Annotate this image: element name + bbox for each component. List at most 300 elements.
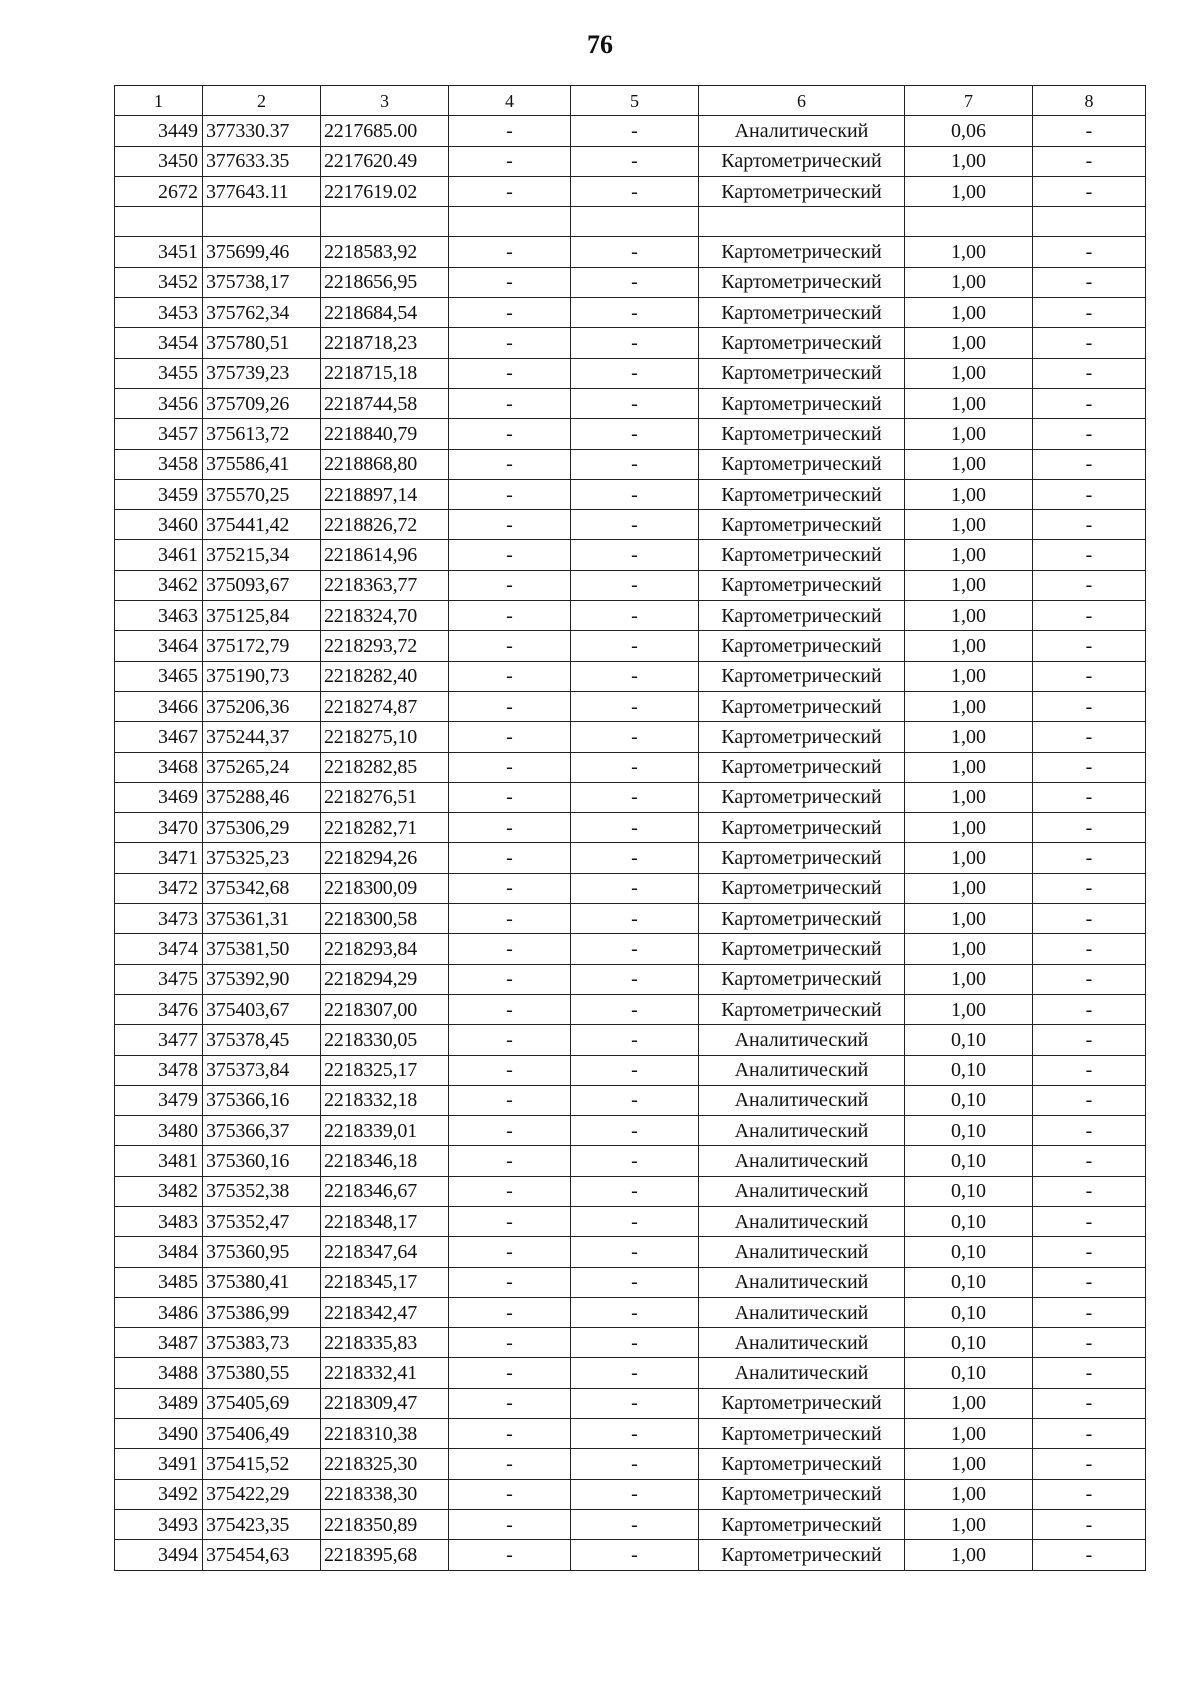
- table-cell: -: [449, 1206, 571, 1236]
- table-cell: 2218715,18: [321, 358, 449, 388]
- table-cell: 3457: [115, 419, 203, 449]
- table-cell: Картометрический: [699, 873, 905, 903]
- table-cell: 2218345,17: [321, 1267, 449, 1297]
- table-cell: 2218346,67: [321, 1176, 449, 1206]
- table-cell: 0,10: [905, 1055, 1033, 1085]
- table-cell: 2218332,41: [321, 1358, 449, 1388]
- table-cell: Картометрический: [699, 631, 905, 661]
- table-cell: -: [1033, 601, 1146, 631]
- table-cell: 1,00: [905, 328, 1033, 358]
- table-cell: 1,00: [905, 570, 1033, 600]
- table-cell: 2218826,72: [321, 510, 449, 540]
- table-cell: Картометрический: [699, 1479, 905, 1509]
- table-cell: 1,00: [905, 904, 1033, 934]
- table-cell: -: [1033, 813, 1146, 843]
- table-cell: [449, 207, 571, 237]
- table-cell: Картометрический: [699, 1419, 905, 1449]
- table-cell: 1,00: [905, 237, 1033, 267]
- table-cell: 0,10: [905, 1116, 1033, 1146]
- table-cell: 1,00: [905, 782, 1033, 812]
- table-cell: -: [571, 782, 699, 812]
- table-cell: 375405,69: [203, 1388, 321, 1418]
- table-cell: Картометрический: [699, 510, 905, 540]
- table-cell: -: [449, 994, 571, 1024]
- table-cell: -: [449, 1025, 571, 1055]
- table-cell: Картометрический: [699, 479, 905, 509]
- table-cell: -: [449, 752, 571, 782]
- table-cell: -: [1033, 1509, 1146, 1539]
- table-cell: -: [449, 1509, 571, 1539]
- table-cell: 3483: [115, 1206, 203, 1236]
- table-cell: 375360,95: [203, 1237, 321, 1267]
- column-header: 4: [449, 86, 571, 116]
- table-cell: -: [571, 1116, 699, 1146]
- table-cell: 2218276,51: [321, 782, 449, 812]
- table-cell: -: [449, 904, 571, 934]
- table-cell: Картометрический: [699, 661, 905, 691]
- table-cell: -: [449, 1388, 571, 1418]
- table-cell: 375380,41: [203, 1267, 321, 1297]
- table-cell: 2218325,30: [321, 1449, 449, 1479]
- table-cell: 2218363,77: [321, 570, 449, 600]
- table-row: [115, 934, 1146, 964]
- table-cell: 2218395,68: [321, 1540, 449, 1570]
- table-cell: -: [449, 540, 571, 570]
- table-cell: 1,00: [905, 176, 1033, 206]
- table-row: [115, 419, 1146, 449]
- table-cell: 1,00: [905, 449, 1033, 479]
- table-cell: -: [449, 1358, 571, 1388]
- table-cell: 375366,16: [203, 1085, 321, 1115]
- table-cell: 2218347,64: [321, 1237, 449, 1267]
- table-cell: 2218346,18: [321, 1146, 449, 1176]
- table-cell: 1,00: [905, 1388, 1033, 1418]
- table-row: [115, 358, 1146, 388]
- table-cell: 2218338,30: [321, 1479, 449, 1509]
- table-cell: 2218325,17: [321, 1055, 449, 1085]
- table-cell: 2218324,70: [321, 601, 449, 631]
- table-cell: -: [571, 510, 699, 540]
- table-cell: -: [449, 267, 571, 297]
- table-cell: 2218684,54: [321, 298, 449, 328]
- table-row: [115, 1085, 1146, 1115]
- table-row: [115, 328, 1146, 358]
- table-cell: -: [571, 994, 699, 1024]
- table-cell: 2218840,79: [321, 419, 449, 449]
- table-cell: Аналитический: [699, 1358, 905, 1388]
- table-cell: 2218274,87: [321, 691, 449, 721]
- table-cell: 375780,51: [203, 328, 321, 358]
- table-cell: 3449: [115, 116, 203, 146]
- table-cell: 2218350,89: [321, 1509, 449, 1539]
- table-cell: -: [449, 661, 571, 691]
- table-cell: -: [1033, 237, 1146, 267]
- table-cell: 2218293,84: [321, 934, 449, 964]
- table-cell: -: [571, 1358, 699, 1388]
- table-cell: 3481: [115, 1146, 203, 1176]
- table-cell: Картометрический: [699, 1449, 905, 1479]
- table-cell: 3466: [115, 691, 203, 721]
- table-cell: 1,00: [905, 631, 1033, 661]
- table-row: [115, 1358, 1146, 1388]
- table-cell: -: [1033, 1297, 1146, 1327]
- table-cell: -: [571, 1025, 699, 1055]
- table-cell: 1,00: [905, 1449, 1033, 1479]
- table-cell: -: [1033, 661, 1146, 691]
- table-cell: 3470: [115, 813, 203, 843]
- table-cell: 375190,73: [203, 661, 321, 691]
- table-cell: 3486: [115, 1297, 203, 1327]
- table-cell: 375206,36: [203, 691, 321, 721]
- table-cell: 3492: [115, 1479, 203, 1509]
- table-cell: -: [1033, 116, 1146, 146]
- table-cell: -: [1033, 358, 1146, 388]
- table-row: [115, 176, 1146, 206]
- table-cell: Картометрический: [699, 298, 905, 328]
- table-cell: Аналитический: [699, 1146, 905, 1176]
- table-cell: Картометрический: [699, 752, 905, 782]
- table-cell: 375366,37: [203, 1116, 321, 1146]
- table-cell: -: [449, 601, 571, 631]
- table-row: [115, 782, 1146, 812]
- table-cell: 1,00: [905, 510, 1033, 540]
- table-cell: -: [571, 631, 699, 661]
- table-cell: Аналитический: [699, 116, 905, 146]
- table-cell: [1033, 207, 1146, 237]
- table-cell: -: [571, 298, 699, 328]
- table-cell: -: [1033, 752, 1146, 782]
- table-cell: Аналитический: [699, 1176, 905, 1206]
- table-cell: -: [449, 479, 571, 509]
- table-cell: 3487: [115, 1328, 203, 1358]
- table-cell: 1,00: [905, 1479, 1033, 1509]
- table-cell: -: [571, 691, 699, 721]
- table-cell: -: [571, 419, 699, 449]
- table-cell: 375383,73: [203, 1328, 321, 1358]
- table-cell: 1,00: [905, 601, 1033, 631]
- table-cell: -: [449, 934, 571, 964]
- table-cell: Аналитический: [699, 1328, 905, 1358]
- table-row: [115, 1176, 1146, 1206]
- table-row: [115, 873, 1146, 903]
- table-cell: [115, 207, 203, 237]
- table-cell: -: [571, 1085, 699, 1115]
- table-cell: 375441,42: [203, 510, 321, 540]
- table-cell: 3451: [115, 237, 203, 267]
- table-cell: 0,10: [905, 1176, 1033, 1206]
- table-cell: -: [1033, 176, 1146, 206]
- table-cell: -: [449, 722, 571, 752]
- table-row: [115, 691, 1146, 721]
- table-cell: -: [1033, 1419, 1146, 1449]
- table-cell: Картометрический: [699, 237, 905, 267]
- table-cell: -: [571, 1540, 699, 1570]
- table-row: [115, 1328, 1146, 1358]
- table-cell: -: [571, 1267, 699, 1297]
- table-cell: -: [449, 813, 571, 843]
- table-cell: 2218868,80: [321, 449, 449, 479]
- table-cell: 375265,24: [203, 752, 321, 782]
- table-cell: -: [571, 1206, 699, 1236]
- table-row: [115, 388, 1146, 418]
- table-cell: 2218332,18: [321, 1085, 449, 1115]
- table-cell: -: [449, 176, 571, 206]
- table-cell: 375093,67: [203, 570, 321, 600]
- table-row: [115, 631, 1146, 661]
- table-cell: -: [571, 358, 699, 388]
- table-cell: 1,00: [905, 843, 1033, 873]
- table-cell: 2218310,38: [321, 1419, 449, 1449]
- table-cell: -: [571, 813, 699, 843]
- coordinates-table: [114, 85, 1146, 1571]
- table-row: [115, 570, 1146, 600]
- table-cell: -: [449, 328, 571, 358]
- table-cell: -: [571, 116, 699, 146]
- column-header: 6: [699, 86, 905, 116]
- table-cell: 375699,46: [203, 237, 321, 267]
- table-cell: Аналитический: [699, 1297, 905, 1327]
- table-cell: -: [449, 1267, 571, 1297]
- table-cell: -: [571, 237, 699, 267]
- table-cell: -: [571, 904, 699, 934]
- table-cell: -: [571, 570, 699, 600]
- table-cell: -: [1033, 843, 1146, 873]
- table-cell: 1,00: [905, 479, 1033, 509]
- table-cell: 3482: [115, 1176, 203, 1206]
- table-cell: -: [571, 388, 699, 418]
- table-cell: -: [571, 1297, 699, 1327]
- table-cell: 1,00: [905, 873, 1033, 903]
- table-cell: -: [1033, 570, 1146, 600]
- table-cell: -: [449, 449, 571, 479]
- table-cell: 377633.35: [203, 146, 321, 176]
- table-cell: -: [1033, 631, 1146, 661]
- table-cell: 3489: [115, 1388, 203, 1418]
- table-cell: 375244,37: [203, 722, 321, 752]
- table-row: [115, 964, 1146, 994]
- table-cell: 0,10: [905, 1267, 1033, 1297]
- table-cell: 375361,31: [203, 904, 321, 934]
- table-cell: -: [449, 1297, 571, 1327]
- table-cell: 375172,79: [203, 631, 321, 661]
- table-cell: -: [1033, 1025, 1146, 1055]
- table-cell: -: [449, 1176, 571, 1206]
- table-cell: 1,00: [905, 298, 1033, 328]
- table-header-row: [115, 86, 1146, 116]
- table-cell: Картометрический: [699, 964, 905, 994]
- table-cell: Картометрический: [699, 570, 905, 600]
- table-cell: -: [571, 1328, 699, 1358]
- table-cell: 3462: [115, 570, 203, 600]
- table-row: [115, 298, 1146, 328]
- table-cell: -: [449, 510, 571, 540]
- table-cell: 2218294,29: [321, 964, 449, 994]
- table-cell: Картометрический: [699, 722, 905, 752]
- table-cell: 375762,34: [203, 298, 321, 328]
- table-row: [115, 813, 1146, 843]
- table-cell: 1,00: [905, 691, 1033, 721]
- table-cell: [905, 207, 1033, 237]
- table-cell: -: [1033, 934, 1146, 964]
- table-cell: 3471: [115, 843, 203, 873]
- table-cell: 3459: [115, 479, 203, 509]
- table-cell: -: [449, 1449, 571, 1479]
- table-cell: 375352,38: [203, 1176, 321, 1206]
- table-row: [115, 146, 1146, 176]
- table-cell: 3461: [115, 540, 203, 570]
- table-cell: Картометрический: [699, 540, 905, 570]
- table-cell: 375586,41: [203, 449, 321, 479]
- table-cell: 375288,46: [203, 782, 321, 812]
- table-cell: Картометрический: [699, 358, 905, 388]
- table-cell: 3493: [115, 1509, 203, 1539]
- table-cell: 375739,23: [203, 358, 321, 388]
- table-cell: 375406,49: [203, 1419, 321, 1449]
- table-cell: -: [449, 146, 571, 176]
- table-cell: -: [1033, 1237, 1146, 1267]
- table-cell: -: [1033, 1206, 1146, 1236]
- table-row: [115, 267, 1146, 297]
- table-cell: -: [449, 419, 571, 449]
- table-cell: 2218293,72: [321, 631, 449, 661]
- table-cell: 375392,90: [203, 964, 321, 994]
- table-row: [115, 510, 1146, 540]
- table-cell: -: [571, 1449, 699, 1479]
- table-cell: -: [449, 1085, 571, 1115]
- table-row: [115, 449, 1146, 479]
- table-cell: -: [449, 1237, 571, 1267]
- table-cell: [571, 207, 699, 237]
- table-cell: 3465: [115, 661, 203, 691]
- table-cell: -: [1033, 1085, 1146, 1115]
- table-cell: 3474: [115, 934, 203, 964]
- table-cell: 3478: [115, 1055, 203, 1085]
- table-cell: 2217620.49: [321, 146, 449, 176]
- table-cell: 3468: [115, 752, 203, 782]
- table-cell: -: [571, 1388, 699, 1418]
- table-cell: 3494: [115, 1540, 203, 1570]
- table-cell: 3464: [115, 631, 203, 661]
- table-cell: 3485: [115, 1267, 203, 1297]
- table-cell: Аналитический: [699, 1055, 905, 1085]
- table-cell: 375380,55: [203, 1358, 321, 1388]
- table-cell: 2218339,01: [321, 1116, 449, 1146]
- table-cell: -: [1033, 449, 1146, 479]
- table-cell: 2218275,10: [321, 722, 449, 752]
- table-cell: -: [1033, 1146, 1146, 1176]
- table-cell: 3491: [115, 1449, 203, 1479]
- table-cell: 2218307,00: [321, 994, 449, 1024]
- table-cell: -: [571, 1509, 699, 1539]
- table-row: [115, 1419, 1146, 1449]
- table-row: [115, 994, 1146, 1024]
- table-cell: Картометрический: [699, 449, 905, 479]
- table-row: [115, 1540, 1146, 1570]
- table-cell: Картометрический: [699, 1388, 905, 1418]
- table-cell: -: [571, 722, 699, 752]
- table-cell: 3488: [115, 1358, 203, 1388]
- table-cell: -: [1033, 1449, 1146, 1479]
- table-cell: -: [1033, 994, 1146, 1024]
- table-cell: -: [449, 1055, 571, 1085]
- table-cell: 375378,45: [203, 1025, 321, 1055]
- table-cell: -: [1033, 146, 1146, 176]
- table-row: [115, 1206, 1146, 1236]
- table-cell: 3480: [115, 1116, 203, 1146]
- table-cell: -: [1033, 267, 1146, 297]
- table-cell: 375125,84: [203, 601, 321, 631]
- table-cell: -: [1033, 388, 1146, 418]
- table-cell: 2218718,23: [321, 328, 449, 358]
- table-cell: 2217619.02: [321, 176, 449, 206]
- table-cell: 3458: [115, 449, 203, 479]
- table-cell: -: [571, 146, 699, 176]
- table-cell: -: [1033, 904, 1146, 934]
- table-cell: -: [571, 934, 699, 964]
- table-cell: 2218614,96: [321, 540, 449, 570]
- table-cell: 1,00: [905, 146, 1033, 176]
- table-cell: Картометрический: [699, 601, 905, 631]
- table-row: [115, 1479, 1146, 1509]
- table-cell: 3454: [115, 328, 203, 358]
- table-cell: -: [1033, 510, 1146, 540]
- table-cell: -: [1033, 1540, 1146, 1570]
- table-row: [115, 752, 1146, 782]
- table-cell: -: [571, 540, 699, 570]
- table-row: [115, 1388, 1146, 1418]
- table-cell: 3476: [115, 994, 203, 1024]
- table-cell: -: [1033, 479, 1146, 509]
- table-cell: 2217685.00: [321, 116, 449, 146]
- table-row: [115, 1116, 1146, 1146]
- table-cell: -: [571, 1479, 699, 1509]
- table-cell: 375386,99: [203, 1297, 321, 1327]
- table-row: [115, 479, 1146, 509]
- table-cell: -: [571, 1146, 699, 1176]
- table-cell: 1,00: [905, 994, 1033, 1024]
- table-cell: -: [449, 1116, 571, 1146]
- table-cell: 2218282,40: [321, 661, 449, 691]
- table-cell: -: [449, 570, 571, 600]
- table-cell: Картометрический: [699, 267, 905, 297]
- table-cell: 3477: [115, 1025, 203, 1055]
- table-cell: -: [1033, 1358, 1146, 1388]
- table-cell: 2218342,47: [321, 1297, 449, 1327]
- table-cell: 375613,72: [203, 419, 321, 449]
- table-cell: 377643.11: [203, 176, 321, 206]
- table-cell: -: [449, 388, 571, 418]
- table-row: [115, 540, 1146, 570]
- table-cell: -: [571, 1055, 699, 1085]
- table-cell: 3472: [115, 873, 203, 903]
- table-cell: 2218282,85: [321, 752, 449, 782]
- table-cell: -: [571, 1419, 699, 1449]
- table-cell: 3475: [115, 964, 203, 994]
- table-cell: 2218897,14: [321, 479, 449, 509]
- table-cell: 2218294,26: [321, 843, 449, 873]
- table-cell: 3463: [115, 601, 203, 631]
- table-cell: 2218282,71: [321, 813, 449, 843]
- table-cell: Аналитический: [699, 1237, 905, 1267]
- table-cell: 375215,34: [203, 540, 321, 570]
- table-cell: -: [449, 964, 571, 994]
- table-cell: 375373,84: [203, 1055, 321, 1085]
- table-cell: -: [571, 752, 699, 782]
- table-cell: -: [1033, 1116, 1146, 1146]
- table-cell: Картометрический: [699, 904, 905, 934]
- table-cell: Картометрический: [699, 176, 905, 206]
- table-cell: 3455: [115, 358, 203, 388]
